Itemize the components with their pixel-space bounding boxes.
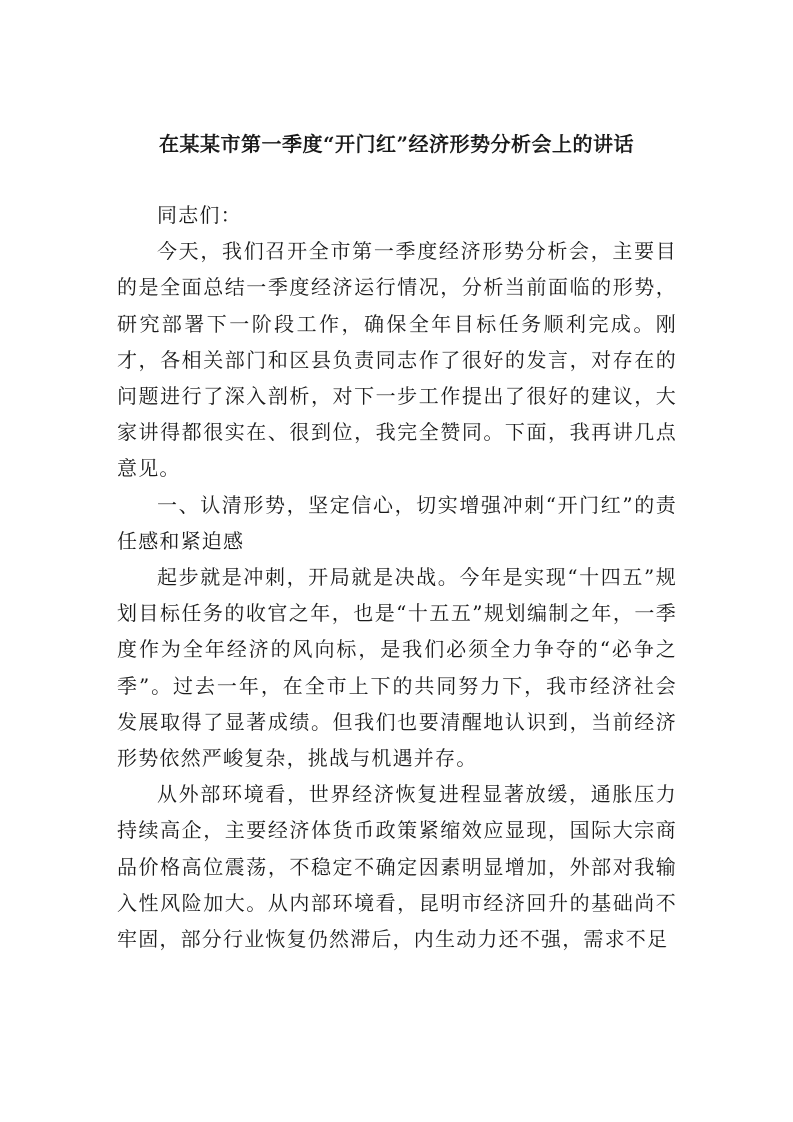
- salutation: 同志们：: [157, 203, 242, 227]
- document-body: [117, 197, 677, 957]
- section-heading: 一、认清形势，坚定信心，切实增强冲刺“开门红”的责任感和紧迫感: [117, 492, 677, 553]
- paragraph-opening: 今天，我们召开全市第一季度经济形势分析会，主要目的是全面总结一季度经济运行情况，分析当前面临的形势，研究部署下一阶段工作，确保全年目标任务顺利完成。刚才，各相关部门和区县负责同志作了很好的发言，对存在的问题进行了深入剖析，对下一步工作提出了很好的建议，大家讲得都很实在、很到位，我完全赞同。下面，我再讲几点意见。: [117, 239, 677, 481]
- paragraph-situation: 起步就是冲刺，开局就是决战。今年是实现“十四五”规划目标任务的收官之年，也是“十五五”规划编制之年，一季度作为全年经济的风向标，是我们必须全力争夺的“必争之季”。过去一年，在全市上下的共同努力下，我市经济社会发展取得了显著成绩。但我们也要清醒地认识到，当前经济形势依然严峻复杂，挑战与机遇并存。: [117, 565, 677, 771]
- paragraph-environment: 从外部环境看，世界经济恢复进程显著放缓，通胀压力持续高企，主要经济体货币政策紧缩效应显现，国际大宗商品价格高位震荡，不稳定不确定因素明显增加，外部对我输入性风险加大。从内部环境看，昆明市经济回升的基础尚不牢固，部分行业恢复仍然滞后，内生动力还不强，需求不足: [117, 782, 677, 952]
- page-title: 在某某市第一季度“开门红”经济形势分析会上的讲话: [158, 132, 634, 156]
